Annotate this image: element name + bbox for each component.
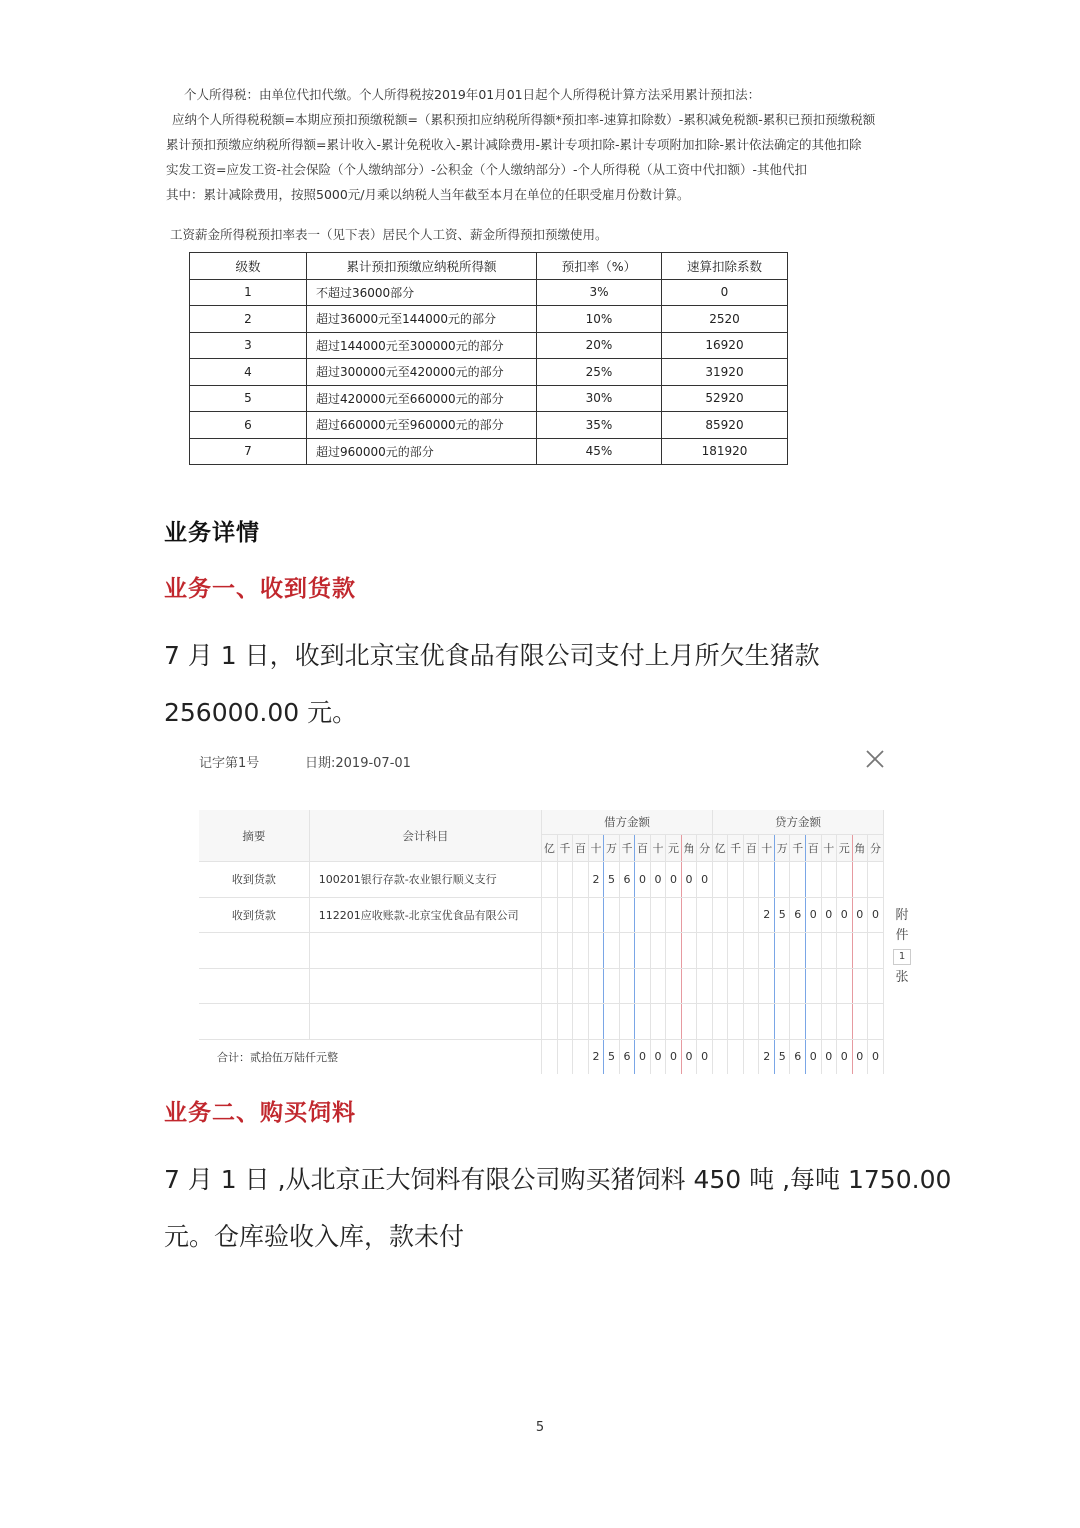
- table-row: [190, 385, 788, 412]
- unit-label: 十: [759, 835, 775, 862]
- debit-digit-cell[interactable]: [557, 933, 573, 969]
- intro-line: 其中：累计减除费用，按照5000元/月乘以纳税人当年截至本月在单位的任职受雇月份数计算。: [166, 187, 690, 202]
- credit-digit-cell[interactable]: [712, 1004, 728, 1040]
- debit-digit-cell[interactable]: 0: [697, 1039, 713, 1074]
- credit-digit-cell[interactable]: 5: [774, 1039, 790, 1074]
- cell-income: 超过300000元至420000元的部分: [307, 359, 537, 386]
- debit-digit-cell[interactable]: [666, 968, 682, 1004]
- debit-digit-cell[interactable]: 6: [619, 1039, 635, 1074]
- debit-digit-cell[interactable]: [588, 968, 604, 1004]
- credit-digit-cell[interactable]: [743, 1039, 759, 1074]
- table-row: [190, 359, 788, 386]
- unit-label: 分: [868, 835, 884, 862]
- section-title: 业务详情: [164, 520, 260, 546]
- credit-digit-cell[interactable]: [774, 968, 790, 1004]
- unit-label: 元: [666, 835, 682, 862]
- debit-digit-cell[interactable]: [666, 897, 682, 933]
- debit-digit-cell[interactable]: [542, 897, 558, 933]
- credit-digit-cell[interactable]: [743, 1004, 759, 1040]
- credit-digit-cell[interactable]: [868, 968, 884, 1004]
- cell-income: 超过960000元的部分: [307, 438, 537, 465]
- debit-digit-cell[interactable]: 0: [650, 1039, 666, 1074]
- summary-cell[interactable]: [199, 933, 309, 969]
- debit-digit-cell[interactable]: 5: [604, 862, 620, 898]
- credit-digit-cell[interactable]: [790, 862, 806, 898]
- debit-digit-cell[interactable]: [666, 933, 682, 969]
- voucher-body: [199, 862, 884, 1075]
- table-header-row: [190, 253, 788, 280]
- debit-digit-cell[interactable]: [666, 1004, 682, 1040]
- debit-digit-cell[interactable]: [619, 968, 635, 1004]
- debit-digit-cell[interactable]: [635, 933, 651, 969]
- unit-label: 角: [852, 835, 868, 862]
- table-row: [190, 332, 788, 359]
- debit-digit-cell[interactable]: [557, 862, 573, 898]
- debit-digit-cell[interactable]: [604, 1004, 620, 1040]
- unit-label: 千: [619, 835, 635, 862]
- credit-header: 贷方金额: [712, 810, 883, 835]
- credit-digit-cell[interactable]: [759, 862, 775, 898]
- header-deduction: 速算扣除系数: [662, 253, 788, 280]
- cell-rate: 3%: [537, 279, 662, 306]
- debit-digit-cell[interactable]: [588, 1004, 604, 1040]
- credit-digit-cell[interactable]: [868, 933, 884, 969]
- debit-digit-cell[interactable]: [542, 1004, 558, 1040]
- credit-digit-cell[interactable]: [759, 933, 775, 969]
- debit-digit-cell[interactable]: [650, 897, 666, 933]
- table-row: [190, 279, 788, 306]
- credit-digit-cell[interactable]: 6: [790, 1039, 806, 1074]
- business1-line2: 256000.00 元。: [164, 698, 358, 727]
- cell-income: 超过660000元至960000元的部分: [307, 412, 537, 439]
- debit-digit-cell[interactable]: 5: [604, 1039, 620, 1074]
- debit-digit-cell[interactable]: [573, 897, 589, 933]
- account-cell[interactable]: [309, 1004, 541, 1040]
- debit-digit-cell[interactable]: [697, 968, 713, 1004]
- credit-digit-cell[interactable]: 2: [759, 897, 775, 933]
- debit-digit-cell[interactable]: [573, 968, 589, 1004]
- debit-digit-cell[interactable]: 0: [666, 1039, 682, 1074]
- unit-label: 百: [635, 835, 651, 862]
- credit-digit-cell[interactable]: [774, 1004, 790, 1040]
- debit-digit-cell[interactable]: [604, 968, 620, 1004]
- unit-label: 万: [774, 835, 790, 862]
- debit-digit-cell[interactable]: [557, 1039, 573, 1074]
- intro-text: [166, 82, 875, 207]
- cell-level: 7: [190, 438, 307, 465]
- credit-digit-cell[interactable]: 0: [821, 897, 837, 933]
- credit-digit-cell[interactable]: [837, 933, 853, 969]
- cell-level: 3: [190, 332, 307, 359]
- voucher-header-row: [199, 810, 884, 835]
- debit-digit-cell[interactable]: [681, 897, 697, 933]
- debit-digit-cell[interactable]: [557, 968, 573, 1004]
- credit-digit-cell[interactable]: [743, 933, 759, 969]
- attach-label: 张: [895, 970, 909, 985]
- voucher-number: 记字第1号: [199, 756, 260, 771]
- credit-digit-cell[interactable]: [852, 1004, 868, 1040]
- table-row: [190, 438, 788, 465]
- attach-label: 件: [895, 928, 909, 943]
- credit-digit-cell[interactable]: [821, 862, 837, 898]
- debit-digit-cell[interactable]: [619, 1004, 635, 1040]
- debit-digit-cell[interactable]: [697, 933, 713, 969]
- debit-header: 借方金额: [542, 810, 713, 835]
- credit-digit-cell[interactable]: [743, 862, 759, 898]
- summary-cell[interactable]: 收到货款: [199, 897, 309, 933]
- unit-label: 角: [681, 835, 697, 862]
- credit-digit-cell[interactable]: 5: [774, 897, 790, 933]
- credit-digit-cell[interactable]: [790, 933, 806, 969]
- unit-label: 分: [697, 835, 713, 862]
- credit-digit-cell[interactable]: 0: [821, 1039, 837, 1074]
- table-caption: 工资薪金所得税预扣率表一（见下表）居民个人工资、薪金所得预扣预缴使用。: [170, 227, 608, 242]
- cell-rate: 30%: [537, 385, 662, 412]
- unit-label: 千: [790, 835, 806, 862]
- credit-digit-cell[interactable]: [821, 933, 837, 969]
- header-level: 级数: [190, 253, 307, 280]
- credit-digit-cell[interactable]: [821, 1004, 837, 1040]
- debit-digit-cell[interactable]: [588, 933, 604, 969]
- page-number: 5: [535, 1420, 545, 1435]
- credit-digit-cell[interactable]: [790, 1004, 806, 1040]
- debit-digit-cell[interactable]: [681, 1004, 697, 1040]
- summary-cell[interactable]: [199, 1004, 309, 1040]
- credit-digit-cell[interactable]: [806, 1004, 822, 1040]
- cell-rate: 10%: [537, 306, 662, 333]
- credit-digit-cell[interactable]: [852, 862, 868, 898]
- attach-label: 附: [895, 908, 909, 923]
- credit-digit-cell[interactable]: [728, 862, 744, 898]
- credit-digit-cell[interactable]: 0: [852, 897, 868, 933]
- credit-digit-cell[interactable]: [728, 933, 744, 969]
- cell-deduction: 85920: [662, 412, 788, 439]
- credit-digit-cell[interactable]: [728, 968, 744, 1004]
- cell-deduction: 0: [662, 279, 788, 306]
- credit-digit-cell[interactable]: 0: [868, 1039, 884, 1074]
- debit-digit-cell[interactable]: [681, 933, 697, 969]
- credit-digit-cell[interactable]: [712, 897, 728, 933]
- debit-digit-cell[interactable]: [542, 1039, 558, 1074]
- summary-cell[interactable]: [199, 968, 309, 1004]
- debit-digit-cell[interactable]: 0: [635, 1039, 651, 1074]
- debit-digit-cell[interactable]: [542, 933, 558, 969]
- credit-digit-cell[interactable]: [728, 1004, 744, 1040]
- credit-digit-cell[interactable]: [743, 897, 759, 933]
- unit-label: 元: [837, 835, 853, 862]
- unit-label: 百: [806, 835, 822, 862]
- account-cell[interactable]: [309, 933, 541, 969]
- debit-digit-cell[interactable]: 0: [697, 862, 713, 898]
- voucher-row: [199, 933, 884, 969]
- credit-digit-cell[interactable]: 0: [806, 897, 822, 933]
- cell-deduction: 2520: [662, 306, 788, 333]
- cell-rate: 35%: [537, 412, 662, 439]
- voucher-table: [199, 810, 884, 1074]
- cell-deduction: 52920: [662, 385, 788, 412]
- voucher-row: [199, 968, 884, 1004]
- intro-line: 累计预扣预缴应纳税所得额=累计收入-累计免税收入-累计减除费用-累计专项扣除-累计专项附加扣除-累计依法确定的其他扣除: [166, 137, 862, 152]
- credit-digit-cell[interactable]: [712, 862, 728, 898]
- credit-digit-cell[interactable]: [806, 862, 822, 898]
- credit-digit-cell[interactable]: [852, 968, 868, 1004]
- unit-label: 千: [557, 835, 573, 862]
- credit-digit-cell[interactable]: [712, 933, 728, 969]
- debit-digit-cell[interactable]: [697, 897, 713, 933]
- close-icon[interactable]: [864, 748, 886, 770]
- cell-level: 5: [190, 385, 307, 412]
- cell-deduction: 31920: [662, 359, 788, 386]
- table-row: [190, 412, 788, 439]
- header-income: 累计预扣预缴应纳税所得额: [307, 253, 537, 280]
- unit-label: 亿: [712, 835, 728, 862]
- debit-digit-cell[interactable]: [573, 862, 589, 898]
- credit-digit-cell[interactable]: [868, 862, 884, 898]
- credit-digit-cell[interactable]: 0: [852, 1039, 868, 1074]
- credit-digit-cell[interactable]: 0: [868, 897, 884, 933]
- credit-digit-cell[interactable]: [837, 968, 853, 1004]
- credit-digit-cell[interactable]: [774, 862, 790, 898]
- debit-digit-cell[interactable]: [681, 968, 697, 1004]
- cell-level: 4: [190, 359, 307, 386]
- debit-digit-cell[interactable]: [573, 1004, 589, 1040]
- unit-label: 十: [650, 835, 666, 862]
- cell-income: 超过36000元至144000元的部分: [307, 306, 537, 333]
- account-cell[interactable]: [309, 968, 541, 1004]
- credit-digit-cell[interactable]: [728, 1039, 744, 1074]
- debit-digit-cell[interactable]: 0: [681, 1039, 697, 1074]
- credit-digit-cell[interactable]: [868, 1004, 884, 1040]
- account-cell[interactable]: 112201应收账款-北京宝优食品有限公司: [309, 897, 541, 933]
- debit-digit-cell[interactable]: [619, 897, 635, 933]
- cell-income: 超过144000元至300000元的部分: [307, 332, 537, 359]
- voucher-date: 日期:2019-07-01: [305, 756, 411, 771]
- credit-digit-cell[interactable]: [790, 968, 806, 1004]
- attach-count-input[interactable]: 1: [893, 949, 911, 965]
- credit-digit-cell[interactable]: 0: [806, 1039, 822, 1074]
- debit-digit-cell[interactable]: [650, 933, 666, 969]
- debit-digit-cell[interactable]: [604, 897, 620, 933]
- cell-level: 1: [190, 279, 307, 306]
- unit-label: 亿: [542, 835, 558, 862]
- cell-deduction: 16920: [662, 332, 788, 359]
- debit-digit-cell[interactable]: 2: [588, 862, 604, 898]
- credit-digit-cell[interactable]: [712, 1039, 728, 1074]
- cell-rate: 45%: [537, 438, 662, 465]
- voucher-row: [199, 897, 884, 933]
- voucher-row: [199, 862, 884, 898]
- intro-line: 应纳个人所得税税额=本期应预扣预缴税额=（累积预扣应纳税所得额*预扣率-速算扣除数）-累积减免税额-累积已预扣预缴税额: [172, 112, 876, 127]
- debit-digit-cell[interactable]: [573, 933, 589, 969]
- debit-digit-cell[interactable]: [542, 968, 558, 1004]
- debit-digit-cell[interactable]: [588, 897, 604, 933]
- debit-digit-cell[interactable]: [635, 968, 651, 1004]
- credit-digit-cell[interactable]: [837, 862, 853, 898]
- unit-label: 百: [573, 835, 589, 862]
- account-cell[interactable]: 100201银行存款-农业银行顺义支行: [309, 862, 541, 898]
- business1-line1: 7 月 1 日，收到北京宝优食品有限公司支付上月所欠生猪款: [164, 641, 820, 670]
- voucher-total-row: [199, 1039, 884, 1074]
- unit-label: 十: [588, 835, 604, 862]
- credit-digit-cell[interactable]: 0: [837, 1039, 853, 1074]
- credit-digit-cell[interactable]: [759, 968, 775, 1004]
- unit-label: 十: [821, 835, 837, 862]
- intro-line: 个人所得税：由单位代扣代缴。个人所得税按2019年01月01日起个人所得税计算方法采用累计预扣法：: [184, 87, 761, 102]
- debit-digit-cell[interactable]: [604, 933, 620, 969]
- unit-label: 百: [743, 835, 759, 862]
- cell-deduction: 181920: [662, 438, 788, 465]
- business1-title: 业务一、收到货款: [164, 576, 356, 602]
- business2-line1: 7 月 1 日 ,从北京正大饲料有限公司购买猪饲料 450 吨 ,每吨 1750.00: [164, 1165, 952, 1194]
- cell-rate: 25%: [537, 359, 662, 386]
- unit-label: 万: [604, 835, 620, 862]
- summary-cell[interactable]: 收到货款: [199, 862, 309, 898]
- debit-digit-cell[interactable]: [542, 862, 558, 898]
- credit-digit-cell[interactable]: [759, 1004, 775, 1040]
- debit-digit-cell[interactable]: [650, 968, 666, 1004]
- debit-digit-cell[interactable]: [573, 1039, 589, 1074]
- debit-digit-cell[interactable]: 0: [666, 862, 682, 898]
- cell-income: 超过420000元至660000元的部分: [307, 385, 537, 412]
- credit-digit-cell[interactable]: [712, 968, 728, 1004]
- credit-digit-cell[interactable]: 0: [837, 897, 853, 933]
- col-account: 会计科目: [309, 810, 541, 862]
- cell-level: 6: [190, 412, 307, 439]
- debit-digit-cell[interactable]: [619, 933, 635, 969]
- credit-digit-cell[interactable]: [743, 968, 759, 1004]
- intro-line: 实发工资=应发工资-社会保险（个人缴纳部分）-公积金（个人缴纳部分）-个人所得税（从工资中代扣额）-其他代扣: [166, 162, 808, 177]
- col-summary: 摘要: [199, 810, 309, 862]
- debit-digit-cell[interactable]: [650, 1004, 666, 1040]
- credit-digit-cell[interactable]: [728, 897, 744, 933]
- credit-digit-cell[interactable]: 6: [790, 897, 806, 933]
- business2-line2: 元。仓库验收入库，款未付: [164, 1222, 465, 1251]
- debit-digit-cell[interactable]: 2: [588, 1039, 604, 1074]
- credit-digit-cell[interactable]: [774, 933, 790, 969]
- business2-title: 业务二、购买饲料: [164, 1100, 356, 1126]
- total-label: 合计：贰拾伍万陆仟元整: [199, 1039, 542, 1074]
- credit-digit-cell[interactable]: [806, 968, 822, 1004]
- debit-digit-cell[interactable]: 6: [619, 862, 635, 898]
- header-rate: 预扣率（%）: [537, 253, 662, 280]
- cell-rate: 20%: [537, 332, 662, 359]
- debit-digit-cell[interactable]: [557, 897, 573, 933]
- table-row: [190, 306, 788, 333]
- attachment-count: [893, 906, 911, 988]
- credit-digit-cell[interactable]: [821, 968, 837, 1004]
- credit-digit-cell[interactable]: 2: [759, 1039, 775, 1074]
- voucher-row: [199, 1004, 884, 1040]
- debit-digit-cell[interactable]: 0: [681, 862, 697, 898]
- debit-digit-cell[interactable]: 0: [650, 862, 666, 898]
- cell-level: 2: [190, 306, 307, 333]
- debit-digit-cell[interactable]: [635, 897, 651, 933]
- debit-digit-cell[interactable]: [557, 1004, 573, 1040]
- cell-income: 不超过36000部分: [307, 279, 537, 306]
- credit-digit-cell[interactable]: [837, 1004, 853, 1040]
- credit-digit-cell[interactable]: [852, 933, 868, 969]
- debit-digit-cell[interactable]: 0: [635, 862, 651, 898]
- debit-digit-cell[interactable]: [697, 1004, 713, 1040]
- unit-label: 千: [728, 835, 744, 862]
- tax-rate-table: [189, 252, 788, 465]
- debit-digit-cell[interactable]: [635, 1004, 651, 1040]
- credit-digit-cell[interactable]: [806, 933, 822, 969]
